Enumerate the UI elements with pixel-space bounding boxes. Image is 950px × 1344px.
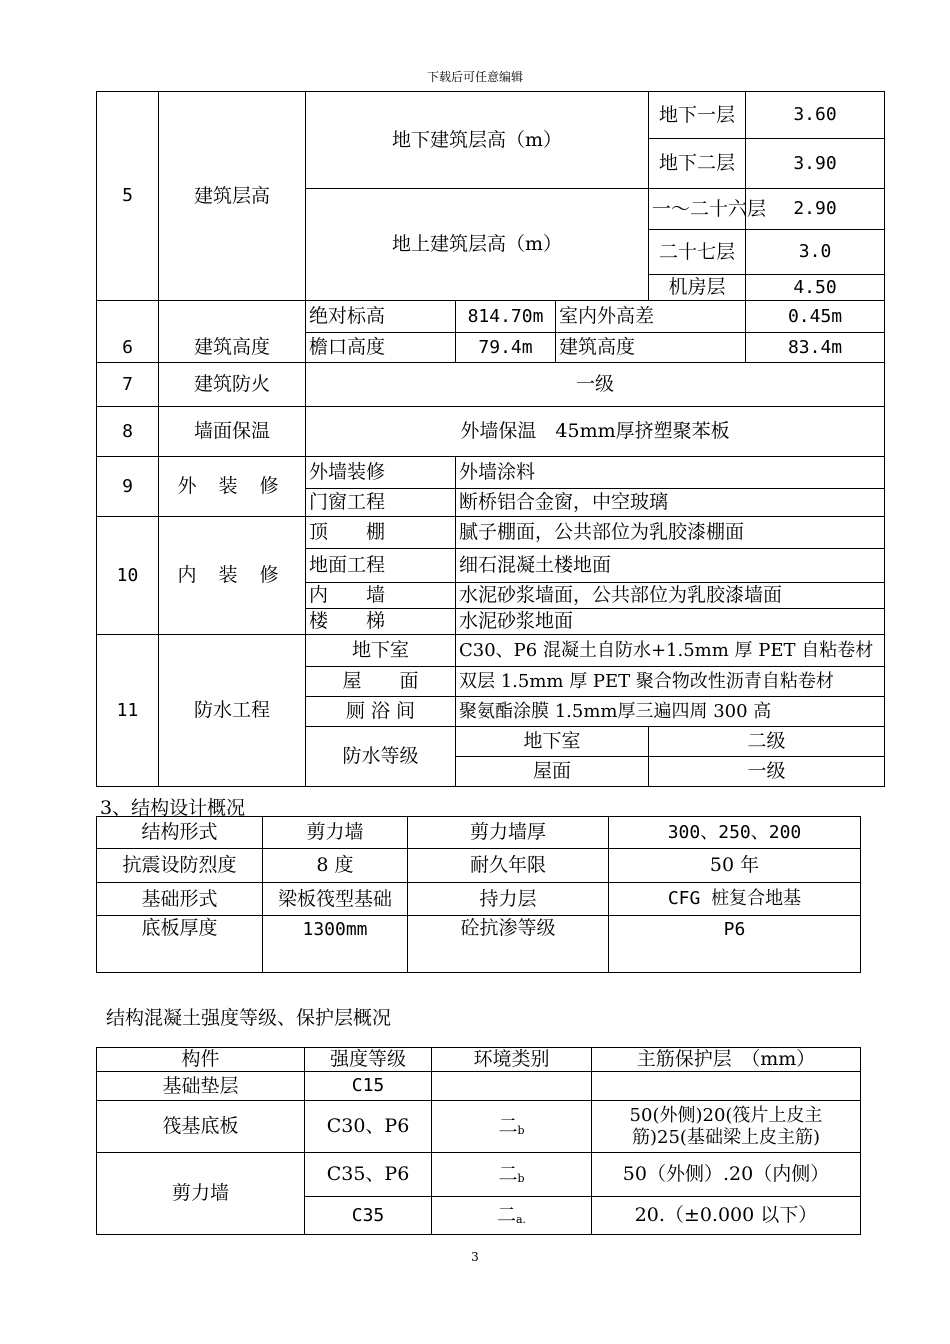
- row-number: 5: [97, 92, 159, 301]
- grade-cell: C30、P6: [305, 1101, 432, 1153]
- row-number: 10: [97, 517, 159, 635]
- item-label: 建筑防火: [159, 363, 306, 407]
- struct-label: 结构形式: [97, 817, 263, 849]
- struct-value: CFG 桩复合地基: [609, 883, 861, 916]
- row-number: 9: [97, 457, 159, 517]
- component-cell: 基础垫层: [97, 1072, 305, 1101]
- sub-item-value: 聚氨酯涂膜 1.5mm厚三遍四周 300 高: [456, 697, 885, 727]
- env-class: 二: [498, 1162, 518, 1185]
- struct-value: 50 年: [609, 849, 861, 883]
- env-cell: [432, 1101, 592, 1153]
- floor-height-value: 3.0: [746, 230, 885, 275]
- sub-label: 地上建筑层高（m）: [306, 189, 649, 301]
- column-header: 环境类别: [432, 1048, 592, 1072]
- item-label: 墙面保温: [159, 407, 306, 457]
- height-label: 建筑高度: [556, 333, 746, 363]
- floor-height-value: 3.90: [746, 139, 885, 189]
- height-value: 83.4m: [746, 333, 885, 363]
- height-label: 室内外高差: [556, 301, 746, 333]
- env-cell: [432, 1072, 592, 1101]
- row-number: 6: [97, 301, 159, 363]
- sub-item-label: 厕 浴 间: [306, 697, 456, 727]
- struct-value: P6: [609, 916, 861, 973]
- height-value: 79.4m: [456, 333, 556, 363]
- floor-label: 地下一层: [649, 92, 746, 139]
- grade-cell: C15: [305, 1072, 432, 1101]
- item-label: 建筑高度: [159, 301, 306, 363]
- floor-label: 机房层: [649, 275, 746, 301]
- sub-item-label: 外墙装修: [306, 457, 456, 489]
- building-overview-grid: [96, 91, 885, 787]
- page-number: 3: [471, 1250, 479, 1264]
- concrete-section-title: 结构混凝土强度等级、保护层概况: [106, 1007, 392, 1029]
- height-label: 绝对标高: [306, 301, 456, 333]
- sub-item-value: 断桥铝合金窗，中空玻璃: [456, 489, 885, 517]
- grade-value: 一级: [649, 757, 885, 787]
- section-title: 3、结构设计概况: [100, 797, 246, 819]
- column-header: 构件: [97, 1048, 305, 1072]
- concrete-grade-table: [96, 1047, 861, 1235]
- cover-cell: 50(外侧)20(筏片上皮主筋)25(基础梁上皮主筋): [592, 1101, 861, 1153]
- struct-label: 剪力墙厚: [408, 817, 609, 849]
- env-cell: [432, 1153, 592, 1197]
- row-number: 8: [97, 407, 159, 457]
- sub-item-value: 腻子棚面，公共部位为乳胶漆棚面: [456, 517, 885, 549]
- floor-label: 一～二十六层: [649, 189, 746, 230]
- sub-item-value: C30、P6 混凝土自防水+1.5mm 厚 PET 自粘卷材: [456, 635, 885, 667]
- height-value: 814.70m: [456, 301, 556, 333]
- height-label: 檐口高度: [306, 333, 456, 363]
- height-value: 0.45m: [746, 301, 885, 333]
- floor-height-value: 3.60: [746, 92, 885, 139]
- grade-value: 二级: [649, 727, 885, 757]
- struct-label: 耐久年限: [408, 849, 609, 883]
- sub-item-label: 防水等级: [306, 727, 456, 787]
- struct-value: 剪力墙: [263, 817, 408, 849]
- sub-label: 地下建筑层高（m）: [306, 92, 649, 189]
- env-class: 二: [496, 1203, 516, 1226]
- grade-label: 地下室: [456, 727, 649, 757]
- env-subclass: a.: [515, 1212, 527, 1226]
- sub-item-label: 地下室: [306, 635, 456, 667]
- sub-item-label: 屋 面: [306, 667, 456, 697]
- struct-value: 1300mm: [263, 916, 408, 973]
- floor-label: 二十七层: [649, 230, 746, 275]
- struct-label: 持力层: [408, 883, 609, 916]
- struct-value: 梁板筏型基础: [263, 883, 408, 916]
- grade-label: 屋面: [456, 757, 649, 787]
- struct-value: 8 度: [263, 849, 408, 883]
- grade-cell: C35: [305, 1197, 432, 1235]
- struct-label: 基础形式: [97, 883, 263, 916]
- item-label: 内 装 修: [159, 517, 306, 635]
- env-class: 二: [498, 1114, 518, 1137]
- page-header: 下载后可任意编辑: [426, 70, 523, 84]
- cover-cell: [592, 1072, 861, 1101]
- sub-item-label: 地面工程: [306, 549, 456, 583]
- sub-item-label: 顶 棚: [306, 517, 456, 549]
- sub-item-value: 水泥砂浆地面: [456, 609, 885, 635]
- item-label: 外 装 修: [159, 457, 306, 517]
- floor-height-value: 4.50: [746, 275, 885, 301]
- env-subclass: b: [517, 1123, 525, 1137]
- struct-label: 抗震设防烈度: [97, 849, 263, 883]
- component-cell: 筏基底板: [97, 1101, 305, 1153]
- grade-cell: C35、P6: [305, 1153, 432, 1197]
- structure-design-table: [96, 816, 861, 973]
- env-cell: [432, 1197, 592, 1235]
- sub-item-label: 门窗工程: [306, 489, 456, 517]
- item-label: 防水工程: [159, 635, 306, 787]
- env-subclass: b: [517, 1171, 525, 1185]
- sub-item-label: 楼 梯: [306, 609, 456, 635]
- sub-item-value: 水泥砂浆墙面，公共部位为乳胶漆墙面: [456, 583, 885, 609]
- cover-cell: 50（外侧）.20（内侧）: [592, 1153, 861, 1197]
- struct-value: 300、250、200: [609, 817, 861, 849]
- sub-item-value: 外墙涂料: [456, 457, 885, 489]
- item-label: 建筑层高: [159, 92, 306, 301]
- component-cell: 剪力墙: [97, 1153, 305, 1235]
- sub-item-label: 内 墙: [306, 583, 456, 609]
- struct-label: 底板厚度: [97, 916, 263, 973]
- insulation-value: 外墙保温 45mm厚挤塑聚苯板: [306, 407, 885, 457]
- column-header: 主筋保护层 （mm）: [592, 1048, 861, 1072]
- sub-item-value: 双层 1.5mm 厚 PET 聚合物改性沥青自粘卷材: [456, 667, 885, 697]
- floor-height-value: 2.90: [746, 189, 885, 230]
- column-header: 强度等级: [305, 1048, 432, 1072]
- sub-item-value: 细石混凝土楼地面: [456, 549, 885, 583]
- struct-label: 砼抗渗等级: [408, 916, 609, 973]
- row-number: 7: [97, 363, 159, 407]
- floor-label: 地下二层: [649, 139, 746, 189]
- row-number: 11: [97, 635, 159, 787]
- cover-cell: 20.（±0.000 以下）: [592, 1197, 861, 1235]
- fire-rating-value: 一级: [306, 363, 885, 407]
